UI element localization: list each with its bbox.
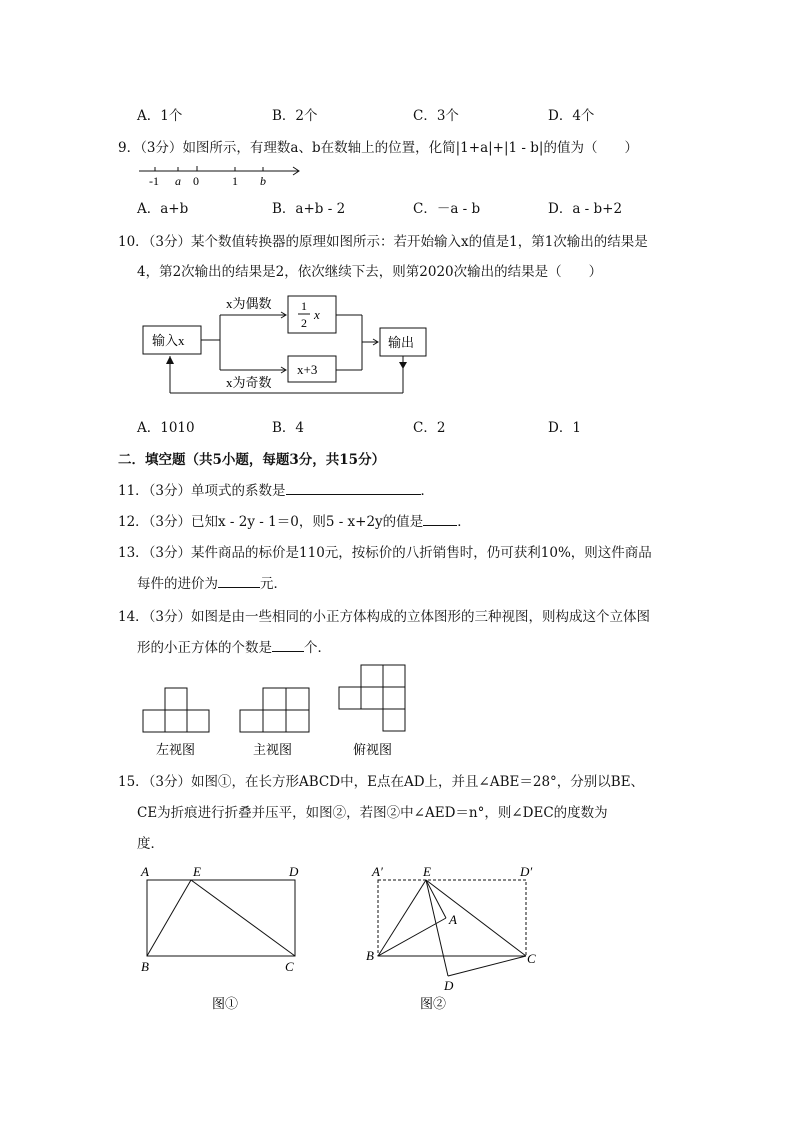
fig2-label-d-prime: D′ [520,864,533,879]
q11-blank[interactable] [286,482,421,495]
top-view [339,665,405,731]
left-view [143,688,209,732]
q15-line2: CE为折痕进行折叠并压平，如图②，若图②中∠AED＝n°，则∠DEC的度数为 [137,805,608,821]
fig2-caption: 图② [420,996,447,1011]
flow-odd-op: x+3 [297,362,318,377]
q14-three-views [140,660,420,760]
flow-half-var: x [314,307,320,322]
q14-line1: 14．（3分）如图是由一些相同的小正方体构成的立体图形的三种视图，则构成这个立体图 [118,609,651,625]
q10-option-d: D．1 [548,420,581,436]
q14-blank[interactable] [272,639,304,652]
q13-line1: 13．（3分）某件商品的标价是110元，按标价的八折销售时，仍可获利10%，则这件商品 [118,545,652,561]
flow-half-num: 1 [301,299,307,313]
front-view [240,688,309,732]
flow-half-den: 2 [301,316,307,330]
q10-option-a: A．1010 [137,420,195,436]
nl-label-minus-one: -1 [149,174,159,188]
q9-question [118,136,638,156]
q8-option-c: C．3个 [413,108,459,124]
fig2-label-b: B [366,948,374,963]
fig1-label-d: D [289,864,299,879]
q10-option-b: B．4 [272,420,305,436]
q9-text: 如图所示，有理数a、b在数轴上的位置，化简|1+a|+|1 - b|的值为（ ） [182,140,638,156]
q9-option-b: B．a+b - 2 [272,201,346,217]
fig1-caption: 图① [212,996,239,1011]
q12-end: ． [457,514,471,530]
q11-end: ． [420,483,435,499]
nl-label-one: 1 [232,174,238,188]
q14-text: 形的小正方体的个数是 [137,640,272,656]
q12 [118,510,471,530]
q13-line2 [137,572,287,592]
q11 [118,479,434,499]
q9-option-c: C．－a - b [413,201,481,217]
q10-flowchart [140,290,440,405]
flow-input-label: 输入x [152,333,185,348]
q13-end: 元． [260,576,287,592]
nl-label-a: a [175,174,181,188]
q9-number: 9． [118,140,141,156]
fig1-segment-be [147,880,191,956]
q11-text: 11．（3分）单项式的系数是 [118,483,286,499]
fig1-label-b: B [141,959,149,974]
q10-line1: 10．（3分）某个数值转换器的原理如图所示：若开始输入x的值是1，第1次输出的结果是 [118,234,648,250]
q9-option-a: A．a+b [137,201,189,217]
fig2-segment-ea [426,880,446,918]
q8-option-b: B．2个 [272,108,318,124]
fig1-label-c: C [285,959,294,974]
front-view-label: 主视图 [253,742,293,757]
fig2-segment-dc [448,956,526,976]
fig2-label-a-prime: A′ [372,864,383,879]
fig2-label-a: A [449,912,457,927]
q10-option-c: C．2 [413,420,446,436]
left-view-label: 左视图 [156,742,196,757]
fig1-segment-ec [191,880,295,956]
fig1-label-a: A [141,864,149,879]
q8-option-a: A．1个 [137,108,183,124]
flow-half-box [288,296,336,333]
q13-text: 每件的进价为 [137,576,218,592]
q10-line2: 4，第2次输出的结果是2，依次继续下去，则第2020次输出的结果是（ ） [137,264,603,280]
top-view-label: 俯视图 [353,742,393,757]
q14-end: 个． [304,640,331,656]
fig1-label-e: E [193,864,201,879]
q9-points: （3分） [140,140,183,156]
q12-blank[interactable] [423,513,457,526]
fig2-label-e: E [423,864,431,879]
q12-text: 12．（3分）已知x - 2y - 1＝0，则5 - x+2y的值是 [118,514,424,530]
nl-label-zero: 0 [193,174,199,188]
flow-output-label: 输出 [388,335,415,350]
q9-number-line [135,160,310,190]
fig2-label-d: D [444,978,454,993]
fig2-segment-be [378,880,426,956]
q15-line1: 15．（3分）如图①，在长方形ABCD中，E点在AD上，并且∠ABE＝28°，分别以BE、 [118,774,645,790]
q14-line2 [137,636,331,656]
flow-even-label: x为偶数 [226,296,272,311]
nl-label-b: b [260,174,266,188]
q15-figure-1 [135,860,315,1020]
q15-figure-2 [360,860,560,1020]
q8-option-d: D．4个 [548,108,595,124]
q9-option-d: D．a - b+2 [548,201,623,217]
q13-blank[interactable] [218,575,260,588]
flow-odd-label: x为奇数 [226,375,272,390]
q15-line3: 度． [137,836,164,852]
fig2-label-c: C [527,951,536,966]
section2-heading: 二．填空题（共5小题，每题3分，共15分） [118,452,386,468]
